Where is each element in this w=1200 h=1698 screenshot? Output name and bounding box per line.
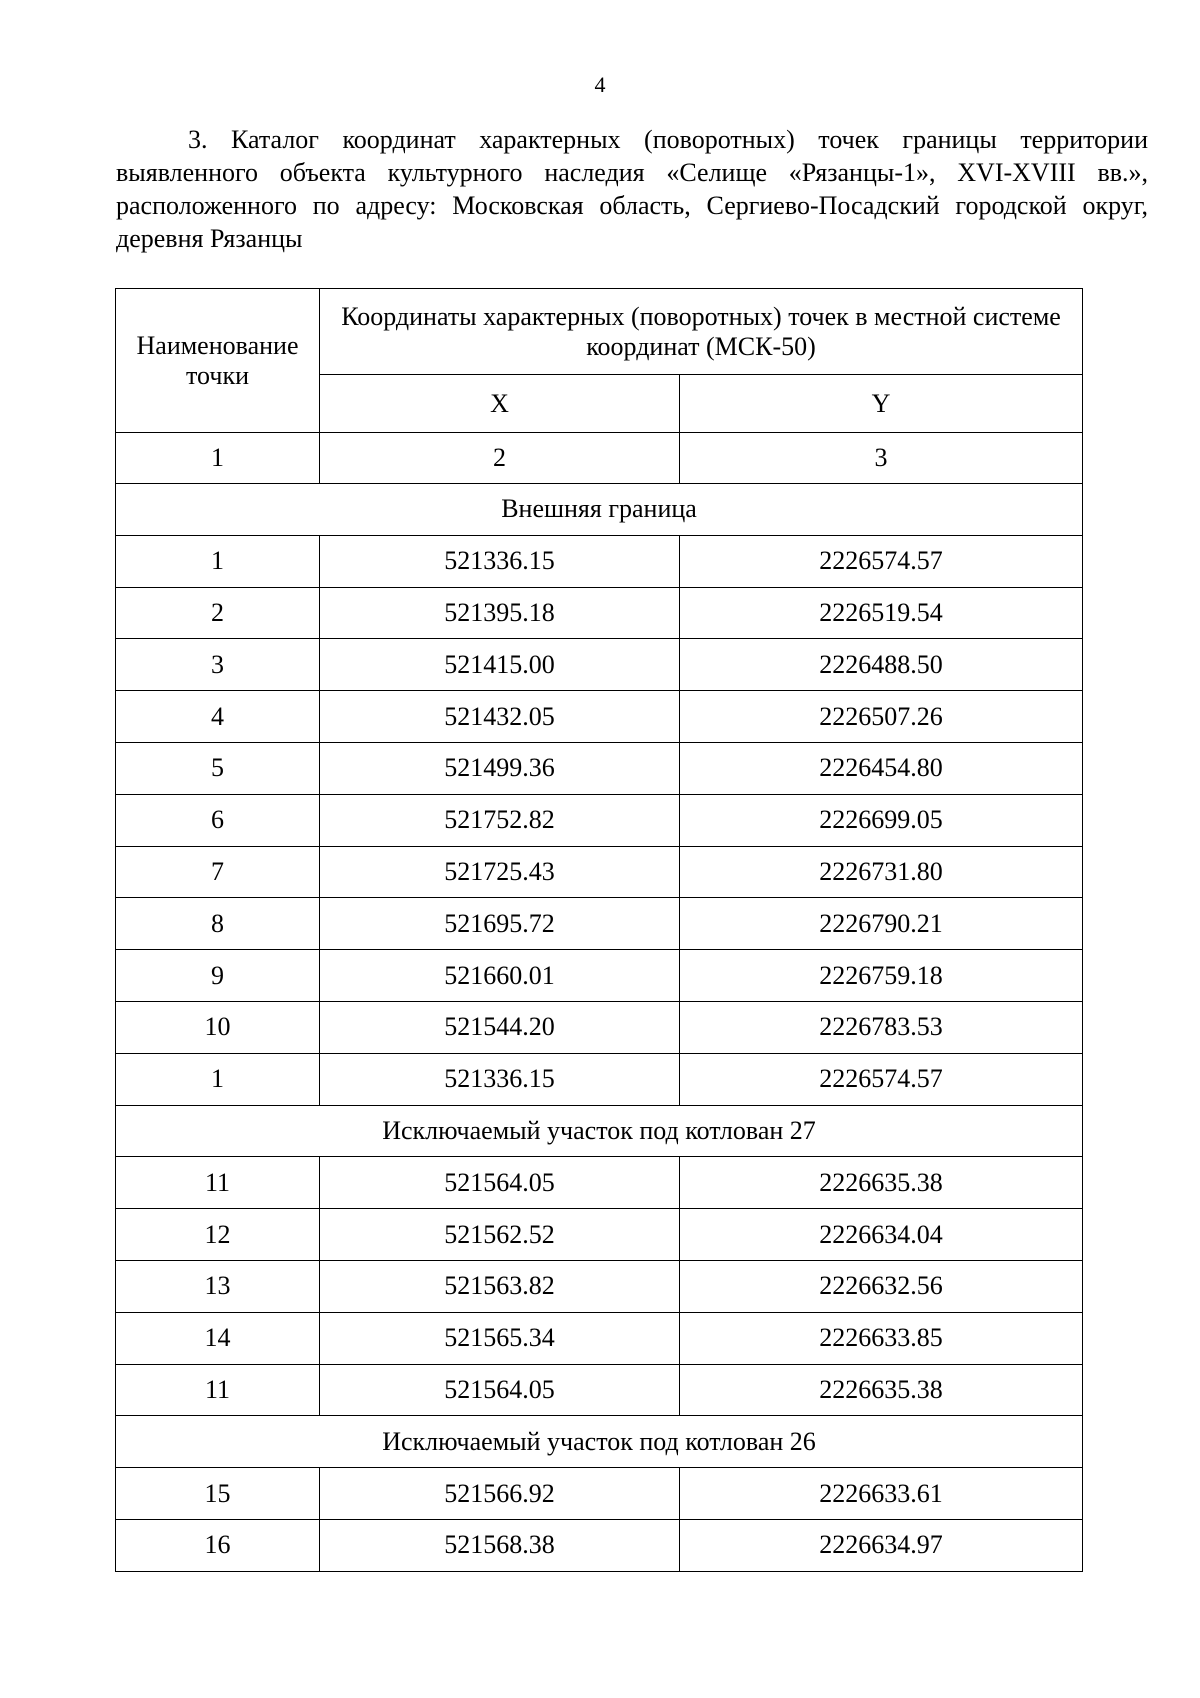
point-number-cell: 12 [116,1209,320,1261]
table-row [116,742,1083,794]
coordinates-header: Координаты характерных (поворотных) точек в местной системе координат (МСК-50) [320,289,1083,375]
point-number-cell: 11 [116,1157,320,1209]
table-row [116,898,1083,950]
x-coordinate-cell: 521563.82 [320,1260,680,1312]
x-column-header: X [320,375,680,433]
point-number-cell: 16 [116,1519,320,1571]
section-row [116,1416,1083,1468]
x-coordinate-cell: 521568.38 [320,1519,680,1571]
table-row [116,1209,1083,1261]
y-coordinate-cell: 2226790.21 [680,898,1083,950]
point-number-cell: 1 [116,1053,320,1105]
x-coordinate-cell: 521725.43 [320,846,680,898]
y-coordinate-cell: 2226759.18 [680,950,1083,1002]
y-coordinate-cell: 2226783.53 [680,1001,1083,1053]
x-coordinate-cell: 521565.34 [320,1312,680,1364]
y-coordinate-cell: 2226635.38 [680,1364,1083,1416]
y-coordinate-cell: 2226574.57 [680,535,1083,587]
y-coordinate-cell: 2226633.85 [680,1312,1083,1364]
point-number-cell: 3 [116,639,320,691]
point-number-cell: 15 [116,1468,320,1520]
table-row [116,1312,1083,1364]
x-coordinate-cell: 521660.01 [320,950,680,1002]
point-number-cell: 5 [116,742,320,794]
section-heading: 3. Каталог координат характерных (поворотных) точек границы территории выявленного объекта культурного наследия «Селище «Рязанцы-1», XVI-XVIII вв.», расположенного по адресу: Московская область, Сергиево-Посадский городской округ, деревня Рязанцы [116,125,1148,253]
point-number-cell: 10 [116,1001,320,1053]
table-row [116,1364,1083,1416]
y-coordinate-cell: 2226488.50 [680,639,1083,691]
x-coordinate-cell: 521336.15 [320,535,680,587]
table-header-row [116,289,1083,375]
table-row [116,1157,1083,1209]
point-number-cell: 13 [116,1260,320,1312]
table-row [116,1053,1083,1105]
point-number-cell: 9 [116,950,320,1002]
y-column-header: Y [680,375,1083,433]
page-number: 4 [594,72,606,97]
table-row [116,639,1083,691]
column-number: 1 [116,433,320,484]
x-coordinate-cell: 521564.05 [320,1157,680,1209]
x-coordinate-cell: 521544.20 [320,1001,680,1053]
table-row [116,587,1083,639]
point-number-cell: 8 [116,898,320,950]
y-coordinate-cell: 2226633.61 [680,1468,1083,1520]
x-coordinate-cell: 521566.92 [320,1468,680,1520]
y-coordinate-cell: 2226731.80 [680,846,1083,898]
y-coordinate-cell: 2226635.38 [680,1157,1083,1209]
column-number-row [116,433,1083,484]
x-coordinate-cell: 521395.18 [320,587,680,639]
x-coordinate-cell: 521415.00 [320,639,680,691]
table-row [116,846,1083,898]
table-row [116,950,1083,1002]
section-title: Исключаемый участок под котлован 26 [116,1416,1083,1468]
column-number: 3 [680,433,1083,484]
point-number-cell: 2 [116,587,320,639]
y-coordinate-cell: 2226632.56 [680,1260,1083,1312]
point-number-cell: 4 [116,691,320,743]
point-name-header: Наименование точки [116,289,320,433]
y-coordinate-cell: 2226454.80 [680,742,1083,794]
x-coordinate-cell: 521564.05 [320,1364,680,1416]
table-row [116,1468,1083,1520]
x-coordinate-cell: 521499.36 [320,742,680,794]
point-number-cell: 6 [116,794,320,846]
section-title: Внешняя граница [116,484,1083,536]
coordinates-table [115,288,1083,1572]
point-number-cell: 7 [116,846,320,898]
point-number-cell: 11 [116,1364,320,1416]
table-row [116,691,1083,743]
column-number: 2 [320,433,680,484]
x-coordinate-cell: 521752.82 [320,794,680,846]
x-coordinate-cell: 521432.05 [320,691,680,743]
table-row [116,1001,1083,1053]
table-row [116,1519,1083,1571]
y-coordinate-cell: 2226519.54 [680,587,1083,639]
y-coordinate-cell: 2226574.57 [680,1053,1083,1105]
y-coordinate-cell: 2226507.26 [680,691,1083,743]
x-coordinate-cell: 521562.52 [320,1209,680,1261]
y-coordinate-cell: 2226634.04 [680,1209,1083,1261]
table-row [116,535,1083,587]
x-coordinate-cell: 521695.72 [320,898,680,950]
y-coordinate-cell: 2226699.05 [680,794,1083,846]
section-row [116,1105,1083,1157]
point-number-cell: 1 [116,535,320,587]
section-title: Исключаемый участок под котлован 27 [116,1105,1083,1157]
x-coordinate-cell: 521336.15 [320,1053,680,1105]
point-number-cell: 14 [116,1312,320,1364]
section-row [116,484,1083,536]
table-row [116,794,1083,846]
table-row [116,1260,1083,1312]
y-coordinate-cell: 2226634.97 [680,1519,1083,1571]
